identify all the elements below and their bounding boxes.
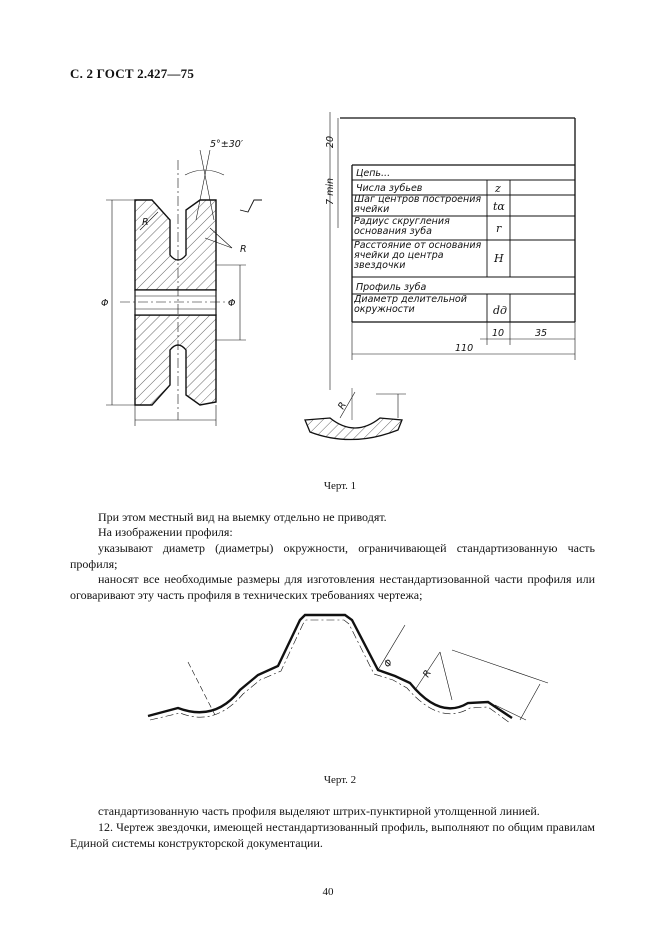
table-row-label: Расстояние от основания ячейки до центра звездочки xyxy=(354,241,482,271)
angle-label: 5°±30′ xyxy=(210,139,243,150)
diameter-label-outer: Φ xyxy=(101,298,109,309)
table-row-symbol: dд xyxy=(493,304,508,317)
table-row-label: Радиус скругления основания зуба xyxy=(354,217,450,237)
sprocket-profile xyxy=(148,615,548,723)
dim-top: 20 xyxy=(325,135,336,148)
table-row-symbol: H xyxy=(494,252,504,265)
dim-col2: 35 xyxy=(535,328,548,339)
page-header: С. 2 ГОСТ 2.427—75 xyxy=(70,66,195,81)
paragraph-5: стандартизованную часть профиля выделяют штрих-пунктирной утолщенной линией. xyxy=(98,804,540,818)
fig2-diameter-label: Φ xyxy=(382,657,396,670)
table-row-label: Диаметр делительной окружности xyxy=(354,295,467,315)
fig2-radius-label: R xyxy=(421,668,434,680)
paragraph-1: При этом местный вид на выемку отдельно не приводят. xyxy=(98,510,387,524)
dim-col1: 10 xyxy=(492,328,505,339)
diameter-label-inner: Φ xyxy=(228,298,236,309)
dim-total: 110 xyxy=(455,343,474,354)
radius-label-left: R xyxy=(142,217,149,228)
table-row-label: Числа зубьев xyxy=(356,183,423,194)
paragraph-4: наносят все необходимые размеры для изготовления нестандартизованной части профиля или оговаривают эту часть профиля в технических требованиях чертежа; xyxy=(70,572,595,602)
paragraph-6: 12. Чертеж звездочки, имеющей нестандартизованный профиль, выполняют по общим правилам Единой системы конструкторской документации. xyxy=(70,820,595,850)
table-row-label: Шаг центров построения ячейки xyxy=(354,195,482,215)
figure-2-caption: Черт. 2 xyxy=(323,774,357,786)
figure-1-caption: Черт. 1 xyxy=(323,480,357,492)
dim-left: 7 min xyxy=(325,178,336,205)
profile-radius-label: R xyxy=(336,400,349,412)
page-number: 40 xyxy=(322,886,334,898)
table-row-label: Профиль зуба xyxy=(356,282,427,293)
paragraph-3: указывают диаметр (диаметры) окружности, ограничивающей стандартизованную часть профиля; xyxy=(70,541,595,571)
table-row-symbol: z xyxy=(495,182,501,195)
table-row-symbol: tα xyxy=(493,200,505,213)
paragraph-2: На изображении профиля: xyxy=(98,525,233,539)
table-row-symbol: r xyxy=(496,222,502,235)
table-row-label: Цепь... xyxy=(356,168,391,179)
radius-label-right: R xyxy=(240,244,247,255)
